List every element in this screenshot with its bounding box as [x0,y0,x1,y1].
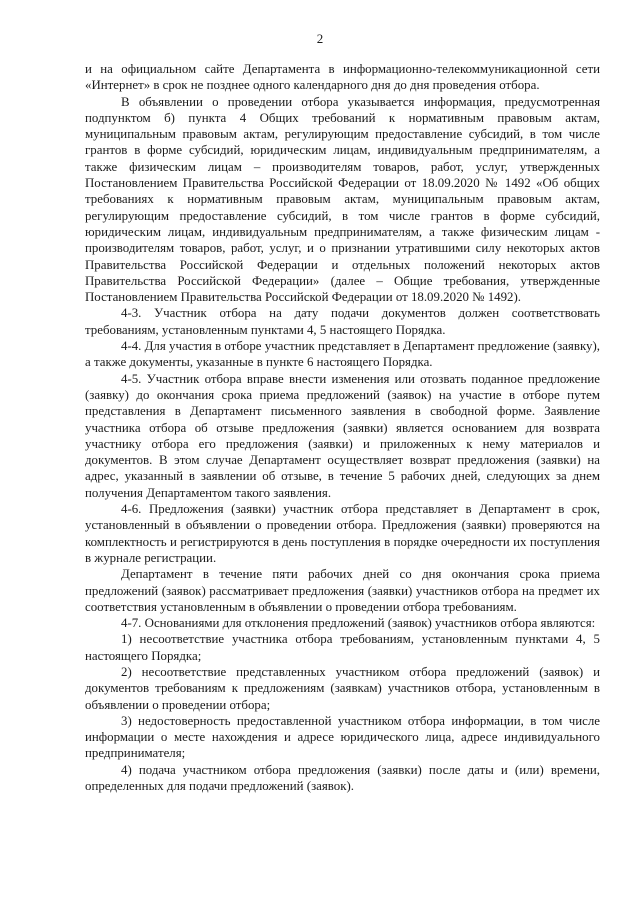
paragraph: Департамент в течение пяти рабочих дней со дня окончания срока приема предложений (заявок) рассматривает предложения (заявки) участников отбора на предмет их соответствия установленным в объявлении о проведении отбора требованиям. [85,567,600,614]
list-item: 3) недостоверность предоставленной участником отбора информации, в том числе информации о месте нахождения и адресе юридического лица, адресе индивидуального предпринимателя; [85,713,600,761]
list-item: 1) несоответствие участника отбора требованиям, установленным пунктами 4, 5 настоящего Порядка; [85,632,600,663]
paragraph: 4-7. Основаниями для отклонения предложений (заявок) участников отбора являются: [121,616,596,631]
paragraph: 4-3. Участник отбора на дату подачи документов должен соответствовать требованиям, установленным пунктами 4, 5 настоящего Порядка. [85,306,600,337]
paragraph: В объявлении о проведении отбора указывается информация, предусмотренная подпунктом б) пункта 4 Общих требований к нормативным правовым актам, муниципальным правовым актам, регулирующим предоставление субсидий, в том числе грантов в форме субсидий, юридическим лицам, индивидуальным предпринимателям, а также физическим лицам – производителям товаров, работ, услуг, утвержденных Постановлением Правительства Российской Федерации от 18.09.2020 № 1492 «Об общих требованиях к нормативным правовым актам, муниципальным правовым актам, регулирующим предоставление субсидий, в том числе грантов в форме субсидий, юридическим лицам, индивидуальным предпринимателям, а также физическим лицам - производителям товаров, работ, услуг, и о признании утратившими силу некоторых актов Правительства Российской Федерации и отдельных положений некоторых актов Правительства Российской Федерации» (далее – Общие требования, утвержденные Постановлением Правительства Российской Федерации от 18.09.2020 № 1492). [85,94,600,305]
paragraph: 4-4. Для участия в отборе участник представляет в Департамент предложение (заявку), а также документы, указанные в пункте 6 настоящего Порядка. [85,339,600,370]
document-body [85,61,600,794]
paragraph: 4-5. Участник отбора вправе внести изменения или отозвать поданное предложение (заявку) до окончания срока приема предложений (заявок) на участие в отборе путем представления в Департамент письменного заявления в свободной форме. Заявление участника отбора об отзыве предложения (заявки) является основанием для возврата участнику отбора его предложения (заявки) и приложенных к нему материалов и документов. В этом случае Департамент осуществляет возврат предложения (заявки) на адрес, указанный в заявлении об отзыве, в течение 5 рабочих дней, следующих за днем получения Департаментом такого заявления. [85,371,600,500]
page-number: 2 [316,31,324,46]
paragraph: 4-6. Предложения (заявки) участник отбора представляет в Департамент в срок, установленный в объявлении о проведении отбора. Предложения (заявки) проверяются на комплектность и регистрируются в день поступления в порядке очередности их поступления в журнале регистрации. [85,502,600,565]
list-item: 4) подача участником отбора предложения (заявки) после даты и (или) времени, определенных для подачи предложений (заявок). [85,762,600,794]
paragraph: и на официальном сайте Департамента в информационно-телекоммуникационной сети «Интернет» в срок не позднее одного календарного дня до дня проведения отбора. [85,62,600,93]
list-item: 2) несоответствие представленных участником отбора предложений (заявок) и документов требованиям к предложениям (заявкам) участников отбора, установленным в объявлении о проведении отбора; [85,664,600,712]
